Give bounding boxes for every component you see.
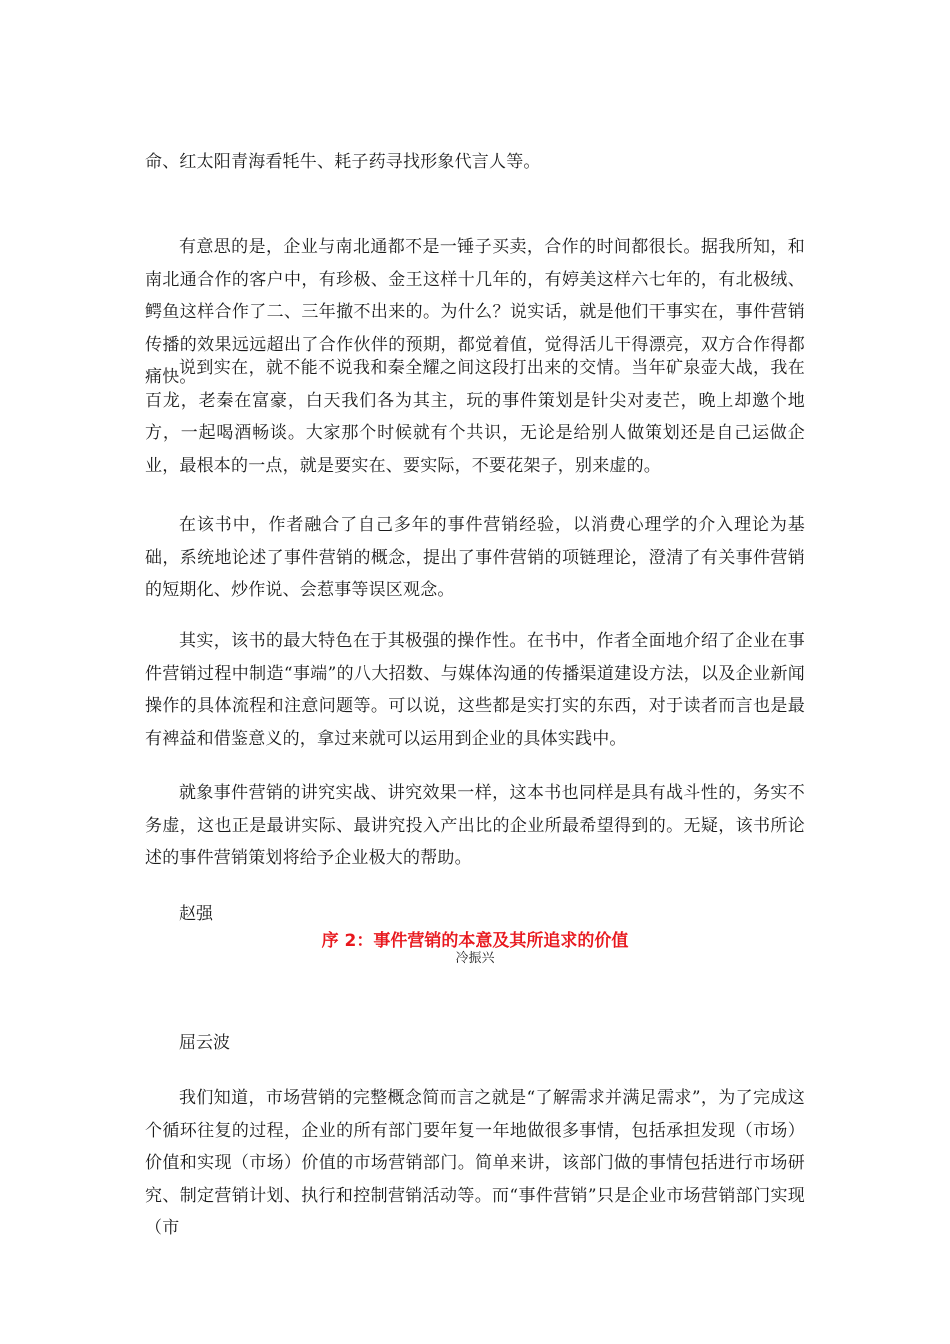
paragraph: 有意思的是，企业与南北通都不是一锤子买卖，合作的时间都很长。据我所知，和南北通合作的客户中，有珍极、金王这样十几年的，有婷美这样六七年的，有北极绒、鳄鱼这样合作了二、三年撤不出来的。为什么？说实话，就是他们干事实在，事件营销传播的效果远远超出了合作伙伴的预期，都觉着值，觉得活儿干得漂亮，双方合作得都痛快。 [145,237,805,387]
paragraph: 说到实在，就不能不说我和秦全耀之间这段打出来的交情。当年矿泉壶大战，我在百龙，老秦在富豪，白天我们各为其主，玩的事件策划是针尖对麦芒，晚上却邀个地方，一起喝酒畅谈。大家那个时候就有个共识，无论是给别人做策划还是自己运做企业，最根本的一点，就是要实在、要实际，不要花架子，别来虚的。 [145,358,805,476]
paragraph: 就象事件营销的讲究实战、讲究效果一样，这本书也同样是具有战斗性的，务实不务虚，这也正是最讲实际、最讲究投入产出比的企业所最希望得到的。无疑，该书所论述的事件营销策划将给予企业极大的帮助。 [145,783,805,868]
signature: 屈云波 [179,1033,230,1053]
paragraph: 其实，该书的最大特色在于其极强的操作性。在书中，作者全面地介绍了企业在事件营销过程中制造“事端”的八大招数、与媒体沟通的传播渠道建设方法，以及企业新闻操作的具体流程和注意问题等。可以说，这些都是实打实的东西，对于读者而言也是最有裨益和借鉴意义的，拿过来就可以运用到企业的具体实践中。 [145,631,805,749]
signature: 赵强 [179,904,213,924]
document-page [145,0,805,1344]
paragraph: 在该书中，作者融合了自己多年的事件营销经验，以消费心理学的介入理论为基础，系统地论述了事件营销的概念，提出了事件营销的项链理论，澄清了有关事件营销的短期化、炒作说、会惹事等误区观念。 [145,515,805,600]
paragraph: 命、红太阳青海看牦牛、耗子药寻找形象代言人等。 [145,152,541,172]
section-author: 冷振兴 [455,951,495,966]
section-title: 序 2：事件营销的本意及其所追求的价值 [321,931,629,951]
paragraph: 我们知道，市场营销的完整概念简而言之就是“了解需求并满足需求”，为了完成这个循环往复的过程，企业的所有部门要年复一年地做很多事情，包括承担发现（市场）价值和实现（市场）价值的市场营销部门。简单来讲，该部门做的事情包括进行市场研究、制定营销计划、执行和控制营销活动等。而“事件营销”只是企业市场营销部门实现（市 [145,1088,805,1238]
